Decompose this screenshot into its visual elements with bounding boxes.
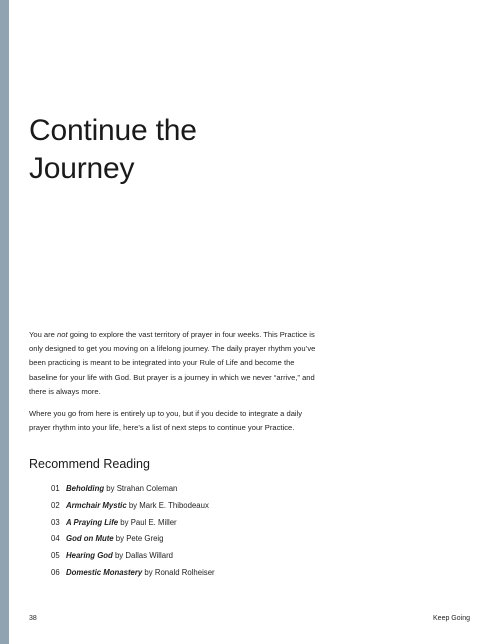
- list-item-number: 02: [51, 500, 60, 510]
- book-title: Beholding: [66, 484, 105, 493]
- book-author: by Dallas Willard: [112, 551, 174, 561]
- list-item: [51, 565, 215, 582]
- book-author: by Mark E. Thibodeaux: [126, 500, 209, 510]
- book-author: by Paul E. Miller: [118, 517, 177, 527]
- recommended-reading-heading: Recommend Reading: [29, 457, 150, 471]
- intro-paragraph-2: Where you go from here is entirely up to you, but if you decide to integrate a daily prayer rhythm into your life, here’s a list of next steps to continue your Practice.: [29, 409, 303, 433]
- list-item-number: 06: [51, 567, 60, 577]
- page-title: [29, 112, 329, 188]
- book-title: Armchair Mystic: [66, 500, 127, 510]
- list-item: [51, 515, 215, 532]
- intro-p1-emphasis: not: [57, 330, 68, 339]
- reading-list: [51, 481, 215, 582]
- book-title: A Praying Life: [66, 517, 119, 527]
- page-number: 38: [29, 615, 37, 622]
- list-item-number: 04: [51, 534, 60, 544]
- list-item-number: 05: [51, 551, 60, 561]
- list-item-number: 01: [51, 484, 60, 493]
- list-item: [51, 498, 215, 515]
- intro-paragraph-1: [29, 328, 319, 399]
- list-item-number: 03: [51, 517, 60, 527]
- running-footer: Keep Going: [433, 615, 470, 622]
- book-title: Domestic Monastery: [66, 567, 143, 577]
- list-item: [51, 531, 215, 548]
- book-author: by Strahan Coleman: [104, 484, 178, 493]
- intro-p1-rest: going to explore the vast territory of prayer in four weeks. This Practice is only designed to get you moving on a lifelong journey. The daily prayer rhythm you’ve been practicing is meant to be integrated into your Rule of Life and become the baseline for your life with God. But prayer is a journey in which we never “arrive,” and there is always more.: [29, 330, 316, 396]
- intro-p1-start: You are: [29, 330, 58, 339]
- page-title-line-1: Continue the: [29, 114, 197, 147]
- list-item: [51, 481, 215, 498]
- book-title: Hearing God: [66, 551, 113, 561]
- list-item: [51, 548, 215, 565]
- page-title-line-2: Journey: [29, 152, 135, 185]
- book-title: God on Mute: [66, 534, 114, 544]
- side-accent-bar: [0, 0, 9, 644]
- book-author: by Pete Greig: [113, 534, 164, 544]
- book-author: by Ronald Rolheiser: [142, 567, 215, 577]
